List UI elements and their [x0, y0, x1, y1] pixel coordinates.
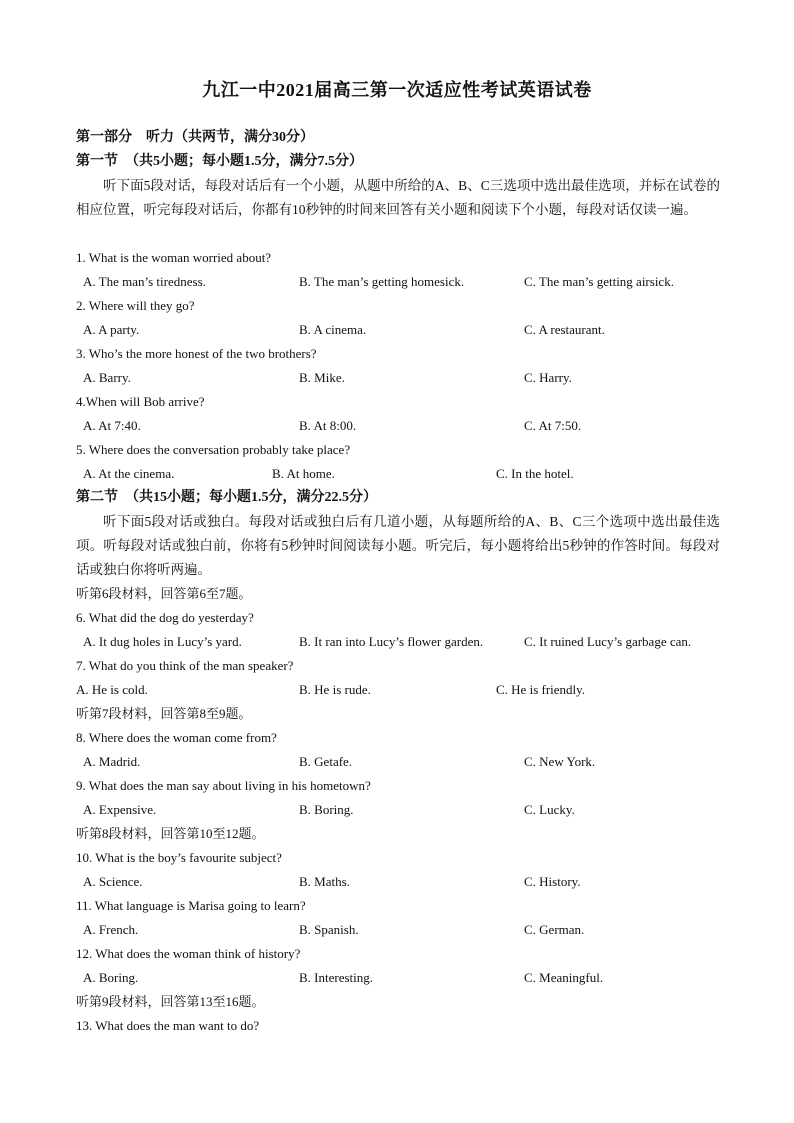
q4-option-a: A. At 7:40. — [83, 418, 141, 433]
q8-option-c: C. New York. — [524, 754, 596, 769]
q6-option-a: A. It dug holes in Lucy’s yard. — [83, 634, 242, 649]
section2-heading: 第二节 （共15小题；每小题1.5分，满分22.5分） — [76, 490, 377, 505]
question-10: 10. What is the boy’s favourite subject? — [76, 850, 282, 865]
q5-option-b: B. At home. — [272, 466, 335, 481]
q1-option-b: B. The man’s getting homesick. — [299, 274, 465, 289]
q9-option-c: C. Lucky. — [524, 802, 575, 817]
q9-option-b: B. Boring. — [299, 802, 354, 817]
q7-option-b: B. He is rude. — [299, 682, 371, 697]
q3-option-c: C. Harry. — [524, 370, 572, 385]
q11-option-c: C. German. — [524, 922, 585, 937]
q11-option-b: B. Spanish. — [299, 922, 359, 937]
q5-option-a: A. At the cinema. — [83, 466, 175, 481]
q12-option-a: A. Boring. — [83, 970, 139, 985]
q1-option-c: C. The man’s getting airsick. — [524, 274, 674, 289]
question-8: 8. Where does the woman come from? — [76, 730, 277, 745]
q9-option-a: A. Expensive. — [83, 802, 157, 817]
q2-option-b: B. A cinema. — [299, 322, 367, 337]
section2-instructions: 听下面5段对话或独白。每段对话或独白后有几道小题，从每题所给的A、B、C三个选项中选出最佳选项。听每段对话或独白前，你将有5秒钟时间阅读每小题。听完后，每小题将给出5秒钟的作答时间。每段对话或独白你将听两遍。 — [76, 514, 720, 577]
section1-instructions: 听下面5段对话，每段对话后有一个小题，从题中所给的A、B、C三选项中选出最佳选项，并标在试卷的相应位置，听完每段对话后，你都有10秒钟的时间来回答有关小题和阅读下个小题，每段对话仅读一遍。 — [76, 178, 720, 217]
q11-option-a: A. French. — [83, 922, 139, 937]
q1-option-a: A. The man’s tiredness. — [83, 274, 206, 289]
q8-option-b: B. Getafe. — [299, 754, 353, 769]
q4-option-c: C. At 7:50. — [524, 418, 582, 433]
material-9-note: 听第9段材料，回答第13至16题。 — [76, 994, 265, 1009]
q2-option-c: C. A restaurant. — [524, 322, 605, 337]
question-5: 5. Where does the conversation probably take place? — [76, 442, 351, 457]
question-6: 6. What did the dog do yesterday? — [76, 610, 254, 625]
material-6-note: 听第6段材料，回答第6至7题。 — [76, 586, 252, 601]
question-2: 2. Where will they go? — [76, 298, 195, 313]
section1-heading: 第一节 （共5小题；每小题1.5分，满分7.5分） — [76, 154, 363, 169]
q3-option-b: B. Mike. — [299, 370, 345, 385]
question-9: 9. What does the man say about living in his hometown? — [76, 778, 371, 793]
q12-option-c: C. Meaningful. — [524, 970, 604, 985]
q7-option-a: A. He is cold. — [76, 682, 148, 697]
q12-option-b: B. Interesting. — [299, 970, 374, 985]
question-4: 4.When will Bob arrive? — [76, 394, 205, 409]
question-11: 11. What language is Marisa going to learn? — [76, 898, 306, 913]
question-13: 13. What does the man want to do? — [76, 1018, 260, 1033]
q10-option-b: B. Maths. — [299, 874, 350, 889]
question-3: 3. Who’s the more honest of the two brothers? — [76, 346, 317, 361]
question-7: 7. What do you think of the man speaker? — [76, 658, 294, 673]
q6-option-c: C. It ruined Lucy’s garbage can. — [524, 634, 692, 649]
q4-option-b: B. At 8:00. — [299, 418, 357, 433]
q6-option-b: B. It ran into Lucy’s flower garden. — [299, 634, 484, 649]
question-12: 12. What does the woman think of history? — [76, 946, 301, 961]
q7-option-c: C. He is friendly. — [496, 682, 586, 697]
material-7-note: 听第7段材料，回答第8至9题。 — [76, 706, 252, 721]
q10-option-c: C. History. — [524, 874, 581, 889]
q3-option-a: A. Barry. — [83, 370, 131, 385]
exam-title: 九江一中2021届高三第一次适应性考试英语试卷 — [202, 80, 592, 100]
q2-option-a: A. A party. — [83, 322, 140, 337]
part1-heading: 第一部分 听力（共两节，满分30分） — [76, 130, 314, 145]
q5-option-c: C. In the hotel. — [496, 466, 574, 481]
material-8-note: 听第8段材料，回答第10至12题。 — [76, 826, 265, 841]
q8-option-a: A. Madrid. — [83, 754, 141, 769]
question-1: 1. What is the woman worried about? — [76, 250, 272, 265]
q10-option-a: A. Science. — [83, 874, 143, 889]
